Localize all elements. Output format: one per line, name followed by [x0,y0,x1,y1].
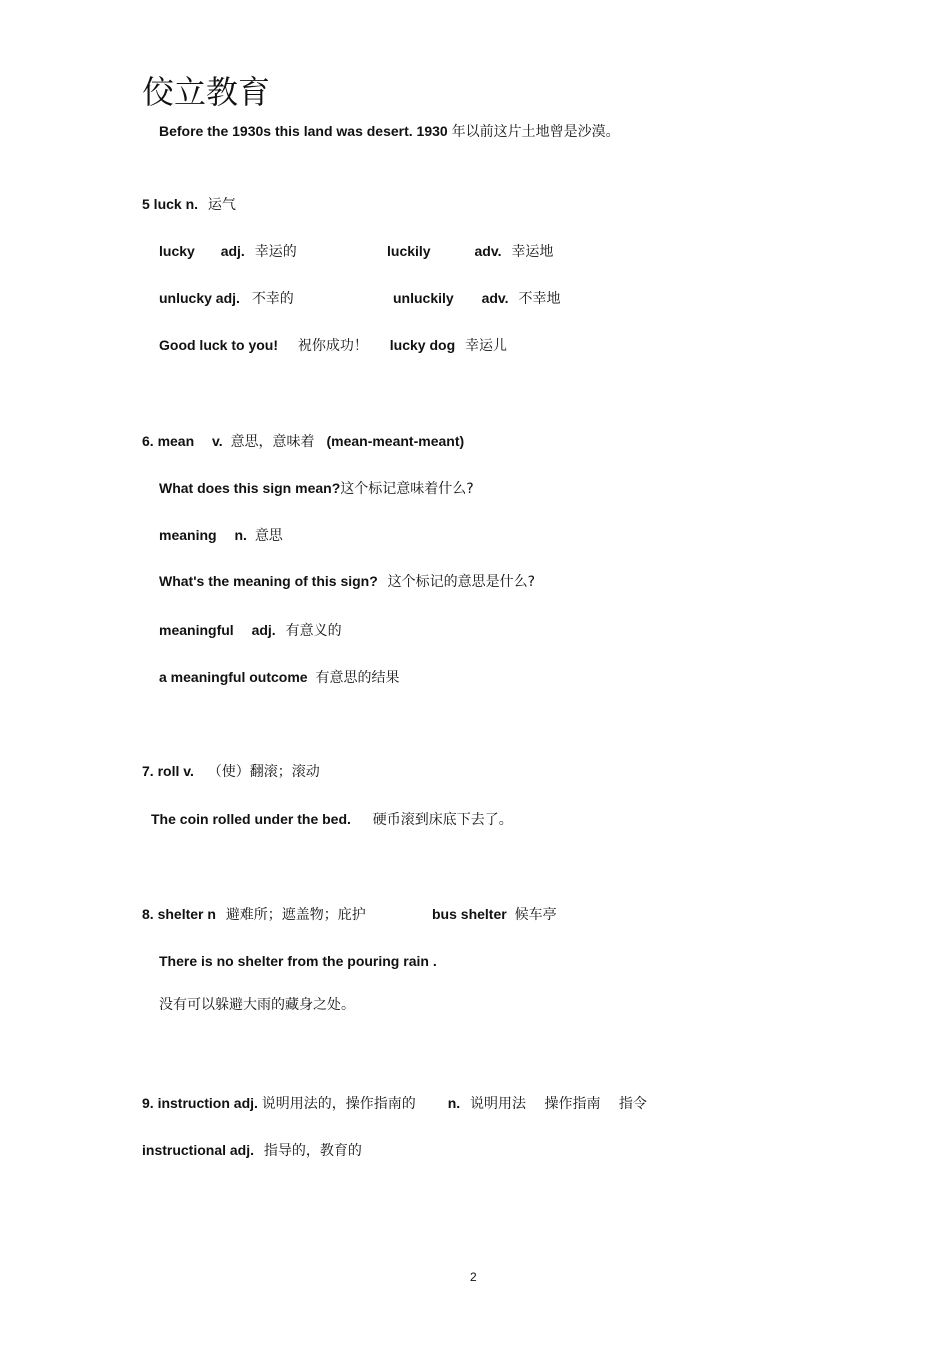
mean-example-3 [159,668,399,687]
luck-head-cn: 运气 [207,197,236,213]
unlucky-cn: 不幸的 [251,291,294,307]
bus-shelter-line [432,905,557,924]
roll-head-en: 7. roll v. [142,763,194,779]
phrase-good-luck: Good luck to you! [159,337,278,353]
shelter-example-cn: 没有可以躲避大雨的藏身之处。 [159,997,355,1013]
unlucky-word: unlucky adj. [159,290,240,306]
bus-shelter-word: bus shelter [432,906,507,922]
shelter-heading [142,905,366,924]
meaning-word: meaning [159,527,217,543]
meaningful-cn: 有意义的 [285,623,342,639]
unluckily-line [393,289,560,308]
intro-en: Before the 1930s this land was desert. 1930 [159,123,448,139]
meaning-cn: 意思 [254,528,283,544]
meaningful-word: meaningful [159,622,234,638]
luck-heading [142,195,236,214]
mean-forms: (mean-meant-meant) [326,433,465,449]
luck-head-en: 5 luck n. [142,196,199,212]
phrase-lucky-dog: lucky dog [389,337,456,353]
luckily-cn: 幸运地 [511,244,554,260]
instruction-heading [142,1094,647,1113]
intro-line [159,122,620,141]
roll-ex-cn: 硬币滚到床底下去了。 [372,812,513,828]
meaningful-pos: adj. [251,622,276,638]
shelter-head-cn: 避难所；遮盖物；庇护 [225,907,366,923]
roll-ex-en: The coin rolled under the bed. [151,811,351,827]
instruction-head-en: 9. instruction adj. [142,1095,258,1111]
lucky-word: lucky [159,243,195,259]
mean-ex2-cn: 这个标记的意思是什么? [387,574,536,590]
unluckily-word: unluckily [393,290,454,306]
mean-head-cn: 意思，意味着 [230,434,315,450]
instructional-line [142,1141,362,1160]
lucky-cn: 幸运的 [254,244,297,260]
mean-ex1-cn: 这个标记意味着什么? [340,481,474,497]
intro-cn: 年以前这片土地曾是沙漠。 [451,124,620,140]
mean-ex3-cn: 有意思的结果 [315,670,400,686]
instruction-n-pos: n. [447,1095,461,1111]
roll-head-cn: （使）翻滚；滚动 [207,764,320,780]
phrase-lucky-dog-cn: 幸运儿 [465,338,508,354]
instructional-cn: 指导的，教育的 [263,1143,362,1159]
roll-heading [142,762,320,781]
page-number: 2 [470,1270,477,1284]
page-title: 佼立教育 [142,73,271,111]
mean-ex3-en: a meaningful outcome [159,669,308,685]
lucky-line [159,242,297,261]
mean-heading [142,432,464,451]
mean-head-pos: v. [212,433,223,449]
luckily-line [387,242,553,261]
meaning-line [159,526,283,545]
luckily-word: luckily [387,243,431,259]
luck-phrases-line [159,336,507,355]
bus-shelter-cn: 候车亭 [514,907,557,923]
meaning-pos: n. [234,527,247,543]
roll-example [151,810,513,829]
shelter-example-en: There is no shelter from the pouring rain . [159,953,437,969]
mean-ex1-en: What does this sign mean? [159,480,341,496]
shelter-head-en: 8. shelter n [142,906,216,922]
mean-ex2-en: What's the meaning of this sign? [159,573,378,589]
phrase-good-luck-cn: 祝你成功！ [297,338,368,354]
instructional-word: instructional adj. [142,1142,255,1158]
unlucky-line [159,289,294,308]
instruction-n-cn: 说明用法 操作指南 指令 [470,1096,647,1112]
luckily-pos: adv. [474,243,502,259]
unluckily-pos: adv. [481,290,509,306]
unluckily-cn: 不幸地 [518,291,561,307]
lucky-pos: adj. [220,243,245,259]
meaningful-line [159,621,342,640]
mean-example-1 [159,479,474,498]
mean-example-2 [159,572,535,591]
mean-head-en: 6. mean [142,433,195,449]
instruction-head-cn: 说明用法的，操作指南的 [261,1096,416,1112]
